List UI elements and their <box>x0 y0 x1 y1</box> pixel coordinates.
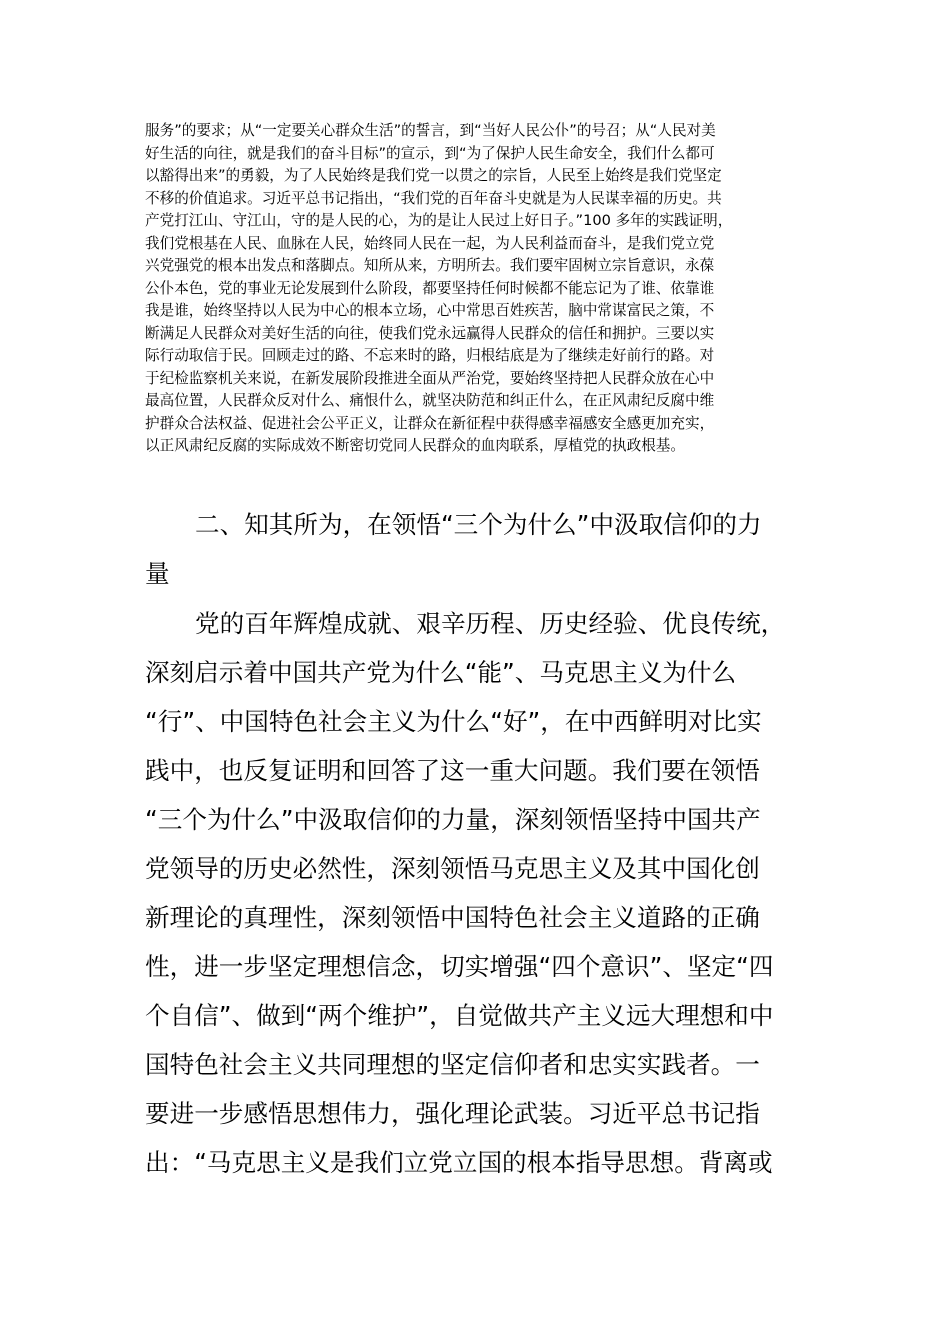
text-line: 党的百年辉煌成就、艰辛历程、历史经验、优良传统， <box>195 609 786 638</box>
text-line: 要进一步感悟思想伟力，强化理论武装。习近平总书记指 <box>145 1099 760 1128</box>
previous-section-paragraph <box>145 120 825 458</box>
text-line: 不移的价值追求。习近平总书记指出，“我们党的百年奋斗史就是为人民谋幸福的历史。共 <box>145 189 722 207</box>
section-heading <box>145 500 825 598</box>
text-line: 好生活的向往，就是我们的奋斗目标”的宣示，到“为了保护人民生命安全，我们什么都可 <box>145 144 715 162</box>
text-line: 产党打江山、守江山，守的是人民的心，为的是让人民过上好日子。”100 多年的实践证明， <box>145 212 733 229</box>
heading-line: 二、知其所为，在领悟“三个为什么”中汲取信仰的力 <box>195 510 762 539</box>
text-line: 最高位置，人民群众反对什么、痛恨什么，就坚决防范和纠正什么，在正风肃纪反腐中维 <box>145 392 715 409</box>
text-line: 断满足人民群众对美好生活的向往，使我们党永远赢得人民群众的信任和拥护。三要以实 <box>145 324 715 342</box>
section-body-paragraph <box>145 599 825 1187</box>
text-line: “行”、中国特色社会主义为什么“好”，在中西鲜明对比实 <box>145 707 762 736</box>
text-line: 出：“马克思主义是我们立党立国的根本指导思想。背离或 <box>145 1148 773 1177</box>
text-line: 于纪检监察机关来说，在新发展阶段推进全面从严治党，要始终坚持把人民群众放在心中 <box>145 369 715 387</box>
text-line: “三个为什么”中汲取信仰的力量，深刻领悟坚持中国共产 <box>145 805 761 834</box>
text-line: 践中，也反复证明和回答了这一重大问题。我们要在领悟 <box>145 756 760 785</box>
text-line: 兴党强党的根本出发点和落脚点。知所从来，方明所去。我们要牢固树立宗旨意识，永葆 <box>145 257 715 274</box>
text-line: 际行动取信于民。回顾走过的路、不忘来时的路，归根结底是为了继续走好前行的路。对 <box>145 347 715 364</box>
text-line: 深刻启示着中国共产党为什么“能”、马克思主义为什么 <box>145 658 737 687</box>
text-line: 公仆本色，党的事业无论发展到什么阶段，都要坚持任何时候都不能忘记为了谁、依靠谁 <box>145 279 715 297</box>
text-line: 我是谁，始终坚持以人民为中心的根本立场，心中常思百姓疾苦，脑中常谋富民之策，不 <box>145 302 715 319</box>
text-line: 个自信”、做到“两个维护”，自觉做共产主义远大理想和中 <box>145 1001 774 1030</box>
text-line: 以豁得出来”的勇毅，为了人民始终是我们党一以贯之的宗旨，人民至上始终是我们党坚定 <box>145 167 722 184</box>
text-line: 我们党根基在人民、血脉在人民，始终同人民在一起，为人民利益而奋斗，是我们党立党 <box>145 234 715 252</box>
text-line: 以正风肃纪反腐的实际成效不断密切党同人民群众的血肉联系，厚植党的执政根基。 <box>145 437 685 454</box>
heading-line: 量 <box>145 559 170 588</box>
text-line: 护群众合法权益、促进社会公平正义，让群众在新征程中获得感幸福感安全感更加充实， <box>145 414 715 432</box>
text-line: 党领导的历史必然性，深刻领悟马克思主义及其中国化创 <box>145 854 760 883</box>
text-line: 性，进一步坚定理想信念，切实增强“四个意识”、坚定“四 <box>145 952 774 981</box>
text-line: 新理论的真理性，深刻领悟中国特色社会主义道路的正确 <box>145 903 760 932</box>
text-line: 国特色社会主义共同理想的坚定信仰者和忠实实践者。一 <box>145 1050 760 1079</box>
text-line: 服务”的要求；从“一定要关心群众生活”的誓言，到“当好人民公仆”的号召；从“人民对美 <box>145 122 716 139</box>
